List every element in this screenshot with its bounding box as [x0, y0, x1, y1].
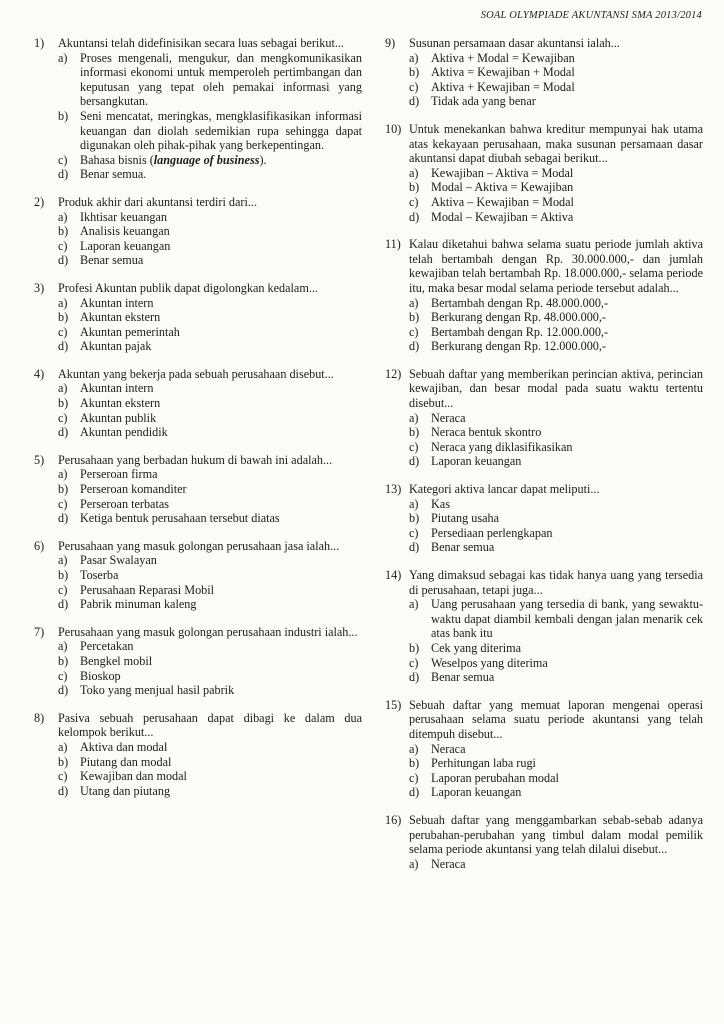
- question-stem: [385, 122, 703, 166]
- option-text: Piutang dan modal: [80, 754, 172, 769]
- question-number: 5): [34, 452, 45, 467]
- answer-option: [58, 654, 362, 669]
- option-letter: c): [409, 194, 419, 209]
- option-text: Utang dan piutang: [80, 783, 171, 798]
- option-text: Pasar Swalayan: [80, 553, 157, 568]
- question-stem: [385, 813, 703, 857]
- right-column: [385, 36, 703, 884]
- answer-option: [409, 656, 703, 671]
- answer-option: [409, 339, 703, 354]
- left-column: [34, 36, 362, 811]
- option-letter: a): [409, 856, 419, 871]
- question-item: [34, 281, 362, 354]
- option-text: Toserba: [80, 568, 119, 582]
- option-text: Ikhtisar keuangan: [80, 209, 167, 224]
- answer-option: [409, 411, 703, 426]
- option-list: [34, 740, 362, 798]
- answer-option: [58, 784, 362, 799]
- question-number: 12): [385, 366, 402, 381]
- option-list: [385, 857, 703, 872]
- question-stem: [34, 711, 362, 740]
- question-text: Sebuah daftar yang memuat laporan mengenai operasi perusahaan selama suatu periode akuntansi yang telah ditempuh disebut...: [409, 697, 703, 741]
- option-letter: d): [58, 511, 69, 526]
- option-list: [385, 411, 703, 469]
- option-letter: a): [409, 165, 419, 180]
- question-item: [34, 367, 362, 440]
- answer-option: [409, 641, 703, 656]
- question-item: [385, 122, 703, 224]
- option-letter: d): [409, 209, 420, 224]
- question-text: Kalau diketahui bahwa selama suatu periode jumlah aktiva telah bertambah dengan Rp. 30.000.000,- dan jumlah kewajiban telah bertambah Rp. 18.000.000,- selama periode itu, maka besar modal selama periode tersebut adalah...: [409, 237, 703, 295]
- question-item: [34, 539, 362, 612]
- option-text: Benar semua.: [80, 167, 147, 182]
- answer-option: [409, 65, 703, 80]
- answer-option: [58, 239, 362, 254]
- option-text: Pabrik minuman kaleng: [80, 597, 197, 612]
- option-text: Perhitungan laba rugi: [431, 756, 536, 771]
- option-text: Akuntan pajak: [80, 339, 152, 354]
- answer-option: [409, 785, 703, 800]
- option-letter: a): [58, 467, 68, 482]
- answer-option: [58, 583, 362, 598]
- question-item: [385, 237, 703, 354]
- option-text: Perusahaan Reparasi Mobil: [80, 582, 215, 597]
- option-text: Proses mengenali, mengukur, dan mengkomunikasikan informasi ekonomi untuk memperoleh pertimbangan dan keputusan yang tepat oleh pemakai informasi yang bersangkutan.: [80, 50, 362, 109]
- option-letter: c): [409, 439, 419, 454]
- question-stem: [385, 36, 703, 51]
- option-list: [34, 51, 362, 182]
- answer-option: [58, 755, 362, 770]
- question-item: [385, 698, 703, 800]
- option-letter: d): [409, 94, 420, 109]
- question-number: 14): [385, 568, 402, 582]
- answer-option: [58, 553, 362, 568]
- option-text: Laporan keuangan: [431, 785, 522, 800]
- answer-option: [409, 742, 703, 757]
- option-letter: c): [58, 769, 68, 784]
- question-text: Akuntan yang bekerja pada sebuah perusahaan disebut...: [58, 366, 334, 381]
- answer-option: [58, 482, 362, 497]
- question-number: 6): [34, 538, 45, 553]
- answer-option: [409, 454, 703, 469]
- option-text: Neraca: [431, 410, 466, 425]
- option-list: [385, 497, 703, 555]
- option-list: [385, 742, 703, 800]
- question-stem: [385, 482, 703, 497]
- option-letter: a): [58, 295, 68, 310]
- option-letter: a): [58, 739, 68, 754]
- option-letter: b): [58, 754, 69, 769]
- question-number: 1): [34, 36, 45, 50]
- option-text: Persediaan perlengkapan: [431, 525, 553, 540]
- option-letter: c): [58, 238, 68, 253]
- answer-option: [58, 167, 362, 182]
- question-item: [34, 453, 362, 526]
- answer-option: [409, 511, 703, 526]
- option-text: Benar semua: [431, 540, 495, 555]
- answer-option: [58, 597, 362, 612]
- option-letter: a): [409, 496, 419, 511]
- answer-option: [409, 310, 703, 325]
- option-letter: d): [58, 597, 69, 612]
- answer-option: [409, 670, 703, 685]
- answer-option: [58, 411, 362, 426]
- answer-option: [409, 597, 703, 641]
- question-stem: [385, 367, 703, 411]
- question-text: Profesi Akuntan publik dapat digolongkan kedalam...: [58, 280, 318, 295]
- answer-option: [58, 224, 362, 239]
- question-text: Sebuah daftar yang memberikan perincian aktiva, perincian kewajiban, dan besar modal pada suatu waktu tertentu disebut...: [409, 366, 703, 411]
- option-letter: a): [58, 209, 68, 224]
- option-text: Berkurang dengan Rp. 48.000.000,-: [431, 310, 606, 325]
- question-stem: [385, 698, 703, 742]
- option-list: [34, 210, 362, 268]
- option-letter: d): [409, 785, 420, 800]
- option-text: Aktiva dan modal: [80, 739, 168, 754]
- answer-option: [58, 511, 362, 526]
- option-letter: d): [58, 339, 69, 354]
- option-letter: b): [409, 425, 420, 440]
- answer-option: [58, 425, 362, 440]
- option-text: Piutang usaha: [431, 511, 500, 526]
- question-stem: [34, 195, 362, 210]
- option-text: Bertambah dengan Rp. 12.000.000,-: [431, 324, 609, 339]
- option-text: Kewajiban dan modal: [80, 769, 187, 784]
- option-text: Tidak ada yang benar: [431, 94, 536, 109]
- option-letter: a): [409, 597, 419, 612]
- option-text: Neraca bentuk skontro: [431, 425, 542, 440]
- question-number: 4): [34, 366, 45, 381]
- option-letter: b): [58, 108, 69, 123]
- option-list: [34, 639, 362, 697]
- option-letter: d): [409, 339, 420, 354]
- option-text: Akuntan ekstern: [80, 310, 161, 325]
- answer-option: [58, 497, 362, 512]
- question-number: 13): [385, 482, 402, 497]
- option-letter: d): [58, 683, 69, 698]
- option-list: [385, 296, 703, 354]
- option-text: Weselpos yang diterima: [431, 655, 548, 670]
- question-text: Sebuah daftar yang menggambarkan sebab-sebab adanya perubahan-perubahan yang timbul dalam modal pemilik selama periode akuntansi yang telah dilalui disebut...: [409, 812, 703, 857]
- answer-option: [409, 80, 703, 95]
- option-list: [34, 381, 362, 439]
- answer-option: [58, 669, 362, 684]
- answer-option: [58, 639, 362, 654]
- option-text: Neraca: [431, 856, 466, 871]
- question-text: Pasiva sebuah perusahaan dapat dibagi ke dalam dua kelompok berikut...: [58, 710, 362, 740]
- option-letter: a): [409, 741, 419, 756]
- answer-option: [409, 94, 703, 109]
- option-text: Akuntan pendidik: [80, 425, 168, 440]
- question-stem: [34, 367, 362, 382]
- answer-option: [409, 756, 703, 771]
- option-text: Kas: [431, 496, 450, 511]
- page-header: SOAL OLYMPIADE AKUNTANSI SMA 2013/2014: [480, 10, 702, 21]
- answer-option: [409, 497, 703, 512]
- option-text: Toko yang menjual hasil pabrik: [80, 683, 235, 698]
- option-letter: d): [58, 253, 69, 268]
- option-letter: b): [58, 396, 69, 411]
- option-text: Neraca: [431, 741, 466, 756]
- option-list: [34, 553, 362, 611]
- question-item: [385, 813, 703, 871]
- option-letter: d): [409, 454, 420, 469]
- option-text: Benar semua: [431, 670, 495, 685]
- question-text: Perusahaan yang berbadan hukum di bawah ini adalah...: [58, 452, 333, 467]
- question-number: 3): [34, 280, 45, 295]
- question-number: 7): [34, 624, 45, 639]
- answer-option: [409, 51, 703, 66]
- question-stem: [34, 539, 362, 554]
- option-letter: d): [409, 670, 420, 685]
- option-letter: b): [58, 224, 69, 239]
- option-text: Akuntan pemerintah: [80, 324, 180, 339]
- option-text: Kewajiban – Aktiva = Modal: [431, 165, 574, 180]
- option-text: Aktiva + Kewajiban = Modal: [431, 79, 575, 94]
- answer-option: [58, 396, 362, 411]
- option-list: [34, 296, 362, 354]
- option-letter: c): [409, 770, 419, 785]
- option-text: Perseroan firma: [80, 467, 158, 482]
- option-letter: b): [58, 568, 69, 582]
- option-letter: c): [409, 324, 419, 339]
- answer-option: [58, 325, 362, 340]
- option-text: Akuntan ekstern: [80, 396, 161, 411]
- answer-option: [58, 296, 362, 311]
- option-text: Berkurang dengan Rp. 12.000.000,-: [431, 339, 606, 354]
- question-item: [34, 625, 362, 698]
- option-text: Aktiva + Modal = Kewajiban: [431, 50, 575, 65]
- answer-option: [409, 425, 703, 440]
- option-text: Seni mencatat, meringkas, mengklasifikasikan informasi keuangan dan diolah sedemikian rupa sehingga dapat digunakan oleh pihak-pihak yang berkepentingan.: [80, 108, 362, 153]
- option-text: Bertambah dengan Rp. 48.000.000,-: [431, 295, 609, 310]
- option-letter: a): [58, 50, 68, 65]
- option-letter: b): [409, 310, 420, 325]
- question-text: Untuk menekankan bahwa kreditur mempunyai hak utama atas kekayaan perusahaan, maka susunan persamaan dasar akuntansi dapat diubah sebagai berikut...: [409, 121, 703, 166]
- answer-option: [58, 109, 362, 153]
- option-letter: a): [58, 553, 68, 568]
- answer-option: [58, 339, 362, 354]
- answer-option: [409, 325, 703, 340]
- option-text: Perseroan komanditer: [80, 482, 187, 497]
- option-letter: a): [58, 639, 68, 654]
- option-text: Benar semua: [80, 253, 144, 268]
- question-number: 2): [34, 194, 45, 209]
- option-letter: c): [409, 655, 419, 670]
- option-text: Aktiva – Kewajiban = Modal: [431, 194, 574, 209]
- option-letter: b): [58, 482, 69, 497]
- option-text: Cek yang diterima: [431, 640, 522, 655]
- answer-option: [58, 210, 362, 225]
- answer-option: [409, 526, 703, 541]
- answer-option: [409, 195, 703, 210]
- option-letter: c): [409, 79, 419, 94]
- option-letter: d): [409, 540, 420, 555]
- answer-option: [409, 771, 703, 786]
- answer-option: [58, 740, 362, 755]
- option-letter: b): [58, 653, 69, 668]
- answer-option: [409, 296, 703, 311]
- question-text: Yang dimaksud sebagai kas tidak hanya uang yang tersedia di perusahaan, tetapi juga...: [409, 568, 703, 597]
- question-item: [34, 195, 362, 268]
- option-letter: b): [409, 180, 420, 195]
- answer-option: [58, 381, 362, 396]
- answer-option: [409, 210, 703, 225]
- option-letter: c): [58, 668, 68, 683]
- option-list: [385, 51, 703, 109]
- question-stem: [385, 237, 703, 295]
- option-text: Modal – Aktiva = Kewajiban: [431, 180, 574, 195]
- question-item: [385, 36, 703, 109]
- question-text: Perusahaan yang masuk golongan perusahaan jasa ialah...: [58, 538, 340, 553]
- question-stem: [34, 453, 362, 468]
- question-item: [34, 711, 362, 799]
- option-text: Percetakan: [80, 639, 134, 654]
- option-text: Neraca yang diklasifikasikan: [431, 439, 573, 454]
- question-item: [385, 568, 703, 685]
- option-letter: d): [58, 783, 69, 798]
- question-item: [385, 367, 703, 469]
- option-letter: a): [58, 381, 68, 396]
- question-text: Produk akhir dari akuntansi terdiri dari...: [58, 194, 258, 209]
- question-text: Akuntansi telah didefinisikan secara luas sebagai berikut...: [58, 36, 344, 50]
- question-text: Perusahaan yang masuk golongan perusahaan industri ialah...: [58, 624, 358, 639]
- answer-option: [58, 51, 362, 109]
- option-letter: b): [409, 640, 420, 655]
- question-number: 16): [385, 812, 402, 827]
- option-letter: c): [58, 496, 68, 511]
- option-letter: c): [58, 410, 68, 425]
- option-letter: d): [58, 425, 69, 440]
- option-text: Analisis keuangan: [80, 224, 170, 239]
- option-list: [34, 467, 362, 525]
- option-text: Aktiva = Kewajiban + Modal: [431, 65, 575, 80]
- emphasis-text: language of business: [153, 152, 260, 167]
- option-list: [385, 166, 703, 224]
- question-stem: [34, 36, 362, 51]
- answer-option: [58, 310, 362, 325]
- option-letter: b): [409, 511, 420, 526]
- option-letter: b): [409, 756, 420, 771]
- option-text: Akuntan publik: [80, 410, 157, 425]
- question-item: [34, 36, 362, 182]
- answer-option: [58, 769, 362, 784]
- question-text: Susunan persamaan dasar akuntansi ialah...: [409, 36, 620, 50]
- option-text: Perseroan terbatas: [80, 496, 169, 511]
- option-letter: a): [409, 50, 419, 65]
- option-text: Akuntan intern: [80, 295, 154, 310]
- option-text: Laporan perubahan modal: [431, 770, 559, 785]
- question-number: 9): [385, 36, 396, 50]
- option-list: [385, 597, 703, 685]
- question-item: [385, 482, 703, 555]
- option-text: Akuntan intern: [80, 381, 154, 396]
- option-letter: d): [58, 167, 69, 182]
- option-text: Ketiga bentuk perusahaan tersebut diatas: [80, 511, 280, 526]
- option-letter: b): [409, 65, 420, 80]
- option-text: Bioskop: [80, 668, 121, 683]
- answer-option: [409, 857, 703, 872]
- option-text: Laporan keuangan: [80, 238, 171, 253]
- question-stem: [34, 281, 362, 296]
- answer-option: [58, 568, 362, 583]
- answer-option: [58, 253, 362, 268]
- option-letter: c): [58, 324, 68, 339]
- answer-option: [58, 467, 362, 482]
- answer-option: [409, 166, 703, 181]
- answer-option: [409, 180, 703, 195]
- question-stem: [34, 625, 362, 640]
- option-letter: c): [409, 525, 419, 540]
- option-text: Bahasa bisnis (language of business).: [80, 152, 267, 167]
- question-number: 10): [385, 121, 402, 136]
- option-text: Modal – Kewajiban = Aktiva: [431, 209, 574, 224]
- question-number: 15): [385, 697, 402, 712]
- question-text: Kategori aktiva lancar dapat meliputi...: [409, 482, 600, 497]
- answer-option: [409, 540, 703, 555]
- option-text: Laporan keuangan: [431, 454, 522, 469]
- option-text: Uang perusahaan yang tersedia di bank, yang sewaktu-waktu dapat diambil kembali dengan jalan menarik cek atas bank itu: [431, 597, 703, 641]
- question-stem: [385, 568, 703, 597]
- question-number: 11): [385, 237, 401, 252]
- option-letter: b): [58, 310, 69, 325]
- option-text: Bengkel mobil: [80, 653, 153, 668]
- option-letter: c): [58, 582, 68, 597]
- option-letter: a): [409, 410, 419, 425]
- option-letter: a): [409, 295, 419, 310]
- question-number: 8): [34, 710, 45, 725]
- answer-option: [58, 153, 362, 168]
- answer-option: [58, 683, 362, 698]
- option-letter: c): [58, 152, 68, 167]
- answer-option: [409, 440, 703, 455]
